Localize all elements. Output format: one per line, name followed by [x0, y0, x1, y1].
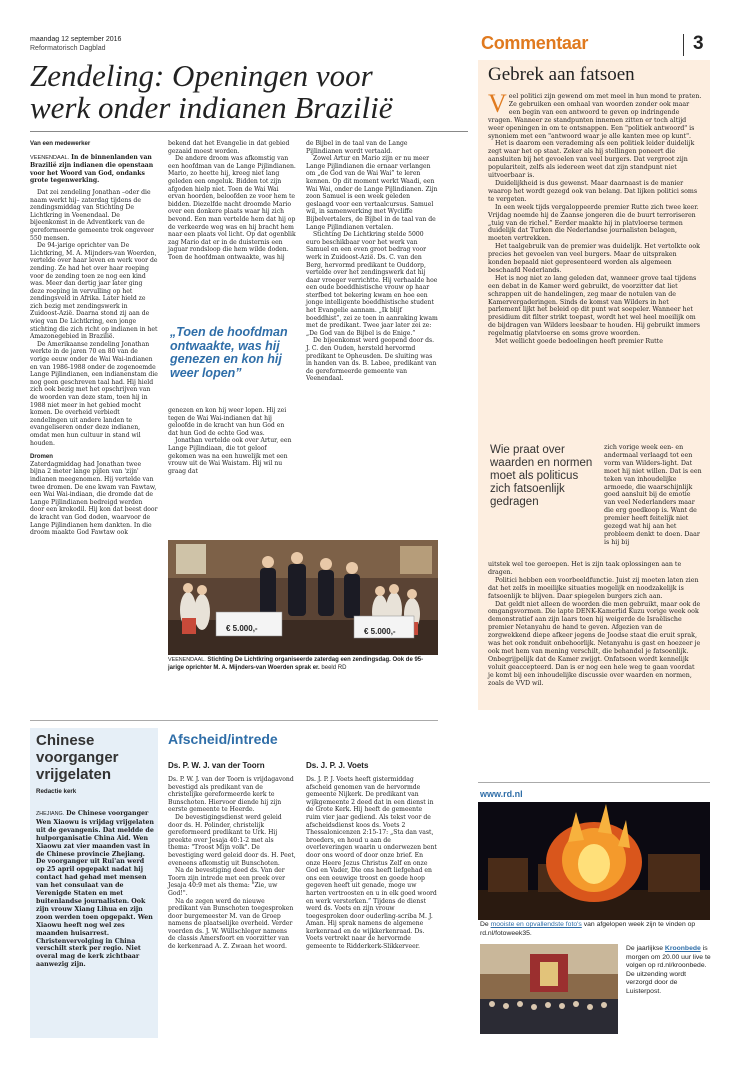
commentary-paragraph: Politici hebben een voorbeeldfunctie. Juist zij moeten laten zien dat het zelfs in moeilijke situaties mogelijk en noodzakelijk is fatsoenlijk te blijven. Daar spiegelen burgers zich aan.: [488, 576, 699, 600]
rdnl-site: www.rd.nl: [480, 789, 523, 799]
article-paragraph: De bijeenkomst werd geopend door ds. J. C. den Ouden, hersteld hervormd predikant te Opheusden. De sluiting was in handen van ds. B. Labee, predikant van de gereformeerde gemeente van Veenendaal.: [306, 337, 437, 383]
article-paragraph: Stichting De Lichtkring stelde 5000 euro beschikbaar voor het werk van Samuel en een even groot bedrag voor werk in Zuidoost-Azië. Ds. C. van den Berg, hervormd predikant te Ouddorp, vertelde over het zendingswerk dat hij daar vroeger verrichtte. Hij verhaalde hoe een oude boeddhistische vrouw op haar sterfbed tot bekering kwam en hoe een jonge intelligente boeddhistische student het Evangelie aannam. „Ik blijf boeddhist”, zei ze toen in aanraking kwam met de predikant. Twee jaar later zei ze: „De God van de Bijbel is de Enige.”: [306, 231, 438, 337]
afscheid-paragraph: Na de bevestiging deed ds. Van der Toorn zijn intrede met een preek over Jesaja 40:9 met als thema: "Zie, uw God!".: [168, 867, 286, 897]
afscheid-right-heading: Ds. J. P. J. Voets: [306, 761, 369, 770]
commentary-paragraph: Het taalgebruik van de premier was duidelijk. Het vertolkte ook precies het gevoelen van veel burgers. Maar de uitspraken konden bepaald niet gepresenteerd worden als algemeen beschaafd Nederlands.: [488, 243, 700, 274]
commentary-paragraph: eel politici zijn gewend om met meel in hun mond te praten. Ze gebruiken een omhaal van woorden zonder ook maar een begin van een antwoord te geven op indringende vragen. Wanneer ze standpunten innemen zitten er toch altijd weer openingen in om te ontsnappen. Een "politiek antwoord" is synoniem met een "antwoord waar je alle kanten mee op kunt".: [488, 93, 702, 140]
article-paragraph: bekend dat het Evangelie in dat gebied gezaaid moest worden.: [168, 140, 290, 155]
kroonbede-pre: De jaarlijkse: [626, 945, 664, 952]
section-title: Commentaar: [481, 33, 589, 53]
cheque-amount-left: € 5.000,-: [226, 624, 258, 633]
kroonbede-photo: [480, 944, 618, 1034]
commentary-paragraph: Dat geldt niet alleen de woorden die men gebruikt, maar ook de omgangsvormen. Die lapte DENK-Kamerlid Kuzu vorige week ook demonstratief aan zijn laars toen hij weigerde de Israëlische premier Netanyahu de hand te geven. Afgezien van de zorgwekkend diepe afkeer jegens de Joodse staat die eruit sprak, was het ook ronduit onbehoorlijk. Netanyahu is gast en hoezeer je ook met hem van mening verschilt, die behandel je fatsoenlijk. Onbegrijpelijk dat de Kamer zwijgt. Onfatsoen wordt kennelijk voluit geaccepteerd. Dan is er nog een hele weg te gaan voordat je komt bij een inhoudelijke discussie over waarden en normen, zoals de VVD wil.: [488, 600, 701, 687]
article-paragraph: Dat zei zendeling Jonathan –oder die naam werkt hij– zaterdag tijdens de zendingsmiddag van Stichting De Lichtkring in Veenendaal. De bijeenkomst in de Adventkerk van de gereformeerde gemeente trok ongeveer 550 mensen.: [30, 188, 154, 242]
fotoweek-link[interactable]: mooiste en opvallendste foto's: [490, 921, 582, 928]
rdnl-photo-caption: [480, 921, 710, 938]
commentary-wrap-text: zich vorige week een- en andermaal verlaagd tot een vorm van Wilders-light. Dat moet hij niet willen. Dat is een teken van inhoudelijke armoede, die waarschijnlijk goed aansluit bij de emotie van veel Nederlanders maar die erg goedkoop is. Want de premier heeft feitelijk niet gezegd wat hij aan het probleem denkt te doen. Daar is hij bij: [604, 444, 702, 546]
commentary-title: Gebrek aan fatsoen: [488, 64, 635, 85]
commentary-dropcap: V: [488, 89, 507, 118]
chinese-text: De Chinese voorganger Wen Xiaowu is vrijdag vrijgelaten uit de gevangenis. Dat meldde de hulporganisatie China Aid. Wen Xiaowu zat vier maanden vast in de Chinese provincie Zhejiang. De voorganger uit Rui'an werd op 25 april opgepakt nadat hij contact had gehad met mensen van het consulaat van de Verenigde Staten en met buitenlandse journalisten. Ook zijn vrouw Xiang Lihua en zijn zoon werden toen opgepakt. Wen Xiaowu heeft nog wel zes maanden huisarrest. Christenvervolging in China verschilt sterk per regio. Niet overal mag de kerk zichtbaar aanwezig zijn.: [36, 810, 154, 969]
article-paragraph: de Bijbel in de taal van de Lange Pijlindianen wordt vertaald.: [306, 140, 408, 155]
afscheid-paragraph: De bevestigingsdienst werd geleid door ds. H. Polinder, christelijk gereformeerd predikant te Urk. Hij preekte over Jesaja 40:1-2 met als thema: "Troost Mijn volk". De bevestiging werd geleid door ds. H. Peet, eveneens afkomstig uit Bunschoten.: [168, 813, 296, 867]
photo-caption: [168, 657, 438, 672]
rdnl-rule: [478, 782, 710, 783]
commentary-paragraph: Met wellicht goede bedoelingen heeft premier Rutte: [495, 338, 663, 346]
commentary-body-after: [488, 561, 702, 688]
kroonbede-link[interactable]: Kroonbede: [664, 945, 701, 952]
article-paragraph: Zaterdagmiddag had Jonathan twee bijna 2 meter lange pijlen van 'zijn' indianen meegenomen. Hij vertelde van twee dromen. De ene kwam van Fawtaw, een Wai Wai-indiaan, die dromde dat de Lange Pijlindianen bedreigd werden door een krokodil. Hij kon dat beest door de kracht van God doden, waarvoor de Lange Pijlindianen hem dankten. In die droom maakte God Fawtaw ook: [30, 460, 158, 537]
afscheid-paragraph: Ds. J. P. J. Voets heeft gistermiddag afscheid genomen van de hervormde gemeente Nijkerk. De predikant van wijkgemeente 2 deed dat in een dienst in de Grote Kerk. Hij heeft de gemeente ruim vier jaar gediend. Als tekst voor de afscheidsdienst koos ds. Voets 2 Thessalonicenzen 2:15-17: „Sta dan vast, broeders, en houd u aan de overleveringen waarin u onderwezen bent door ons woord of door onze brief. En onze Heere Jezus Christus Zelf en onze God en Vader, Die ons heeft liefgehad en ons een eeuwige troost en goede hoop gegeven heeft uit genade, moge uw harten vertroosten en u in elk goed woord en werk versterken.” Tijdens de dienst werd ds. Voets en zijn vrouw toegesproken door ouderling-scriba M. J. Aman. Hij sprak namens de algemene kerkenraad en de wijkkerkenraad. Ds. Voets vertrekt naar de hervormde gemeente te Ridderkerk-Slikkerveer.: [306, 776, 437, 951]
article-paragraph: Zowel Artur en Mario zijn er nu meer Lange Pijlindianen die ernaar verlangen om „de God van de Wai Wai” te leren kennen. Op dit moment werkt Waadi, een Wai Wai, onder de Lange Pijlindianen. Zijn zoon Samuel is een week geleden geslaagd voor een vertaalcursus. Samuel wil, in samenwerking met Wycliffe Bijbelvertalers, de Bijbel in de taal van de Lange Pijlindianen vertalen.: [306, 155, 438, 231]
article-column-1: [30, 140, 158, 537]
chinese-body: [36, 810, 154, 969]
section-separator: [30, 720, 438, 721]
paper-name: Reformatorisch Dagblad: [30, 45, 106, 52]
commentary-paragraph: Het is nog niet zo lang geleden dat, wanneer grove taal tijdens een debat in de Kamer werd gebruikt, de voorzitter dat liet schrappen uit de handelingen, zeg maar de notulen van de Kamervergaderingen. Sinds de komst van Wilders in het parlement lijkt het beleid op dit punt wat soepeler. Wanneer het presidium dit filter strikt toepast, wordt het wel heel moeilijk om de bijdragen van Wilders leesbaar te houden. Hij gebruikt immers regelmatig platvloerse en soms grove woorden.: [488, 274, 700, 338]
photo-caption-text: Stichting De Lichtkring organiseerde zaterdag een zendingsdag. Ook de 95-jarige oprichter M. A. Mijnders-van Woerden sprak er.: [168, 657, 424, 671]
article-subhead: Dromen: [30, 453, 54, 461]
kroonbede-photo-illustration: [480, 944, 618, 1034]
article-paragraph: De 94-jarige oprichter van De Lichtkring, M. A. Mijnders-van Woerden, vertelde over haar leven en werk voor de zending. Ze had het over haar roeping voor de zending toen ze nog een kind was. Meer dan dertig jaar later ging deze roeping in vervulling op het zendingsveld in Afrika. Later hield ze zich bezig met zendingswerk in Zuidoost-Azië. Daarna stond zij aan de wieg van De Lichtkring, een jonge stichting die zich richt op indianen in het Amazonegebied in Brazilië.: [30, 242, 158, 341]
chinese-byline: Redactie kerk: [36, 788, 77, 795]
rdnl-caption-pre: De: [480, 921, 489, 928]
commentary-paragraph: uitstek wel toe geroepen. Het is zijn taak oplossingen aan te dragen.: [488, 561, 682, 576]
article-title-line2: werk onder indianen Brazilië: [30, 90, 393, 125]
afscheid-left-heading: Ds. P. W. J. van der Toorn: [168, 761, 265, 770]
commentary-paragraph: Het is daarom een verademing als een politiek leider duidelijk zegt waar het op staat. Zeker als hij stellingen poneert die aansluiten bij het gevoelen van veel burgers. Dat vergroot zijn populariteit, zelfs als iedereen weet dat zijn standpunt niet uitvoerbaar is.: [488, 140, 695, 180]
commentary-paragraph: In een week tijds vergaloppeerde premier Rutte zich twee keer. Vrijdag noemde hij de Zaanse jongeren die de buurt terroriseren „tuig van de richel.” Eerder maakte hij in platvloerse termen duidelijk dat Turken die Nederlandse journalisten belagen, moeten vertrekken.: [488, 203, 699, 243]
page-number: 3: [693, 33, 704, 54]
fire-photo: [478, 802, 710, 920]
photo-caption-place: VEENENDAAL.: [168, 657, 206, 663]
event-photo-illustration: [168, 540, 438, 655]
article-dateline: VEENENDAAL.: [30, 154, 70, 161]
article-lead-block: [30, 154, 158, 185]
chinese-title: Chinese voorganger vrijgelaten: [36, 732, 119, 783]
afscheid-right-body: [306, 776, 438, 951]
afscheid-paragraph: Na de zegen werd de nieuwe predikant van Bunschoten toegesproken door burgemeester M. van de Groep namens de plaatselijke overheid. Verder voerden ds. J. W. Wüllschleger namens de classis Amersfoort en voorzitter van de kerkenraad A. Z. Zwaan het woord.: [168, 897, 294, 951]
fire-photo-illustration: [478, 802, 710, 920]
commentary-pullquote: Wie praat over waarden en normen moet als politicus zich fatsoenlijk gedragen: [490, 444, 593, 508]
chinese-dateline: ZHEJIANG.: [36, 811, 65, 817]
article-paragraph: De Amerikaanse zendeling Jonathan werkte in de jaren 70 en 80 van de vorige eeuw onder de Wai Wai-indianen en van 1986-1988 onder de zogenoemde Lange Pijlindianen, een indianenstam die nog geen geschreven taal had. Hij hield zich ook bezig met het opschrijven van de woorden van deze stam, toen hij in 1988 niet meer in het gebied mocht komen. De overheid verbiedt zendelingen uit andere landen te evangeliseren onder deze indianen, omdat men hun cultuur in stand wil houden.: [30, 340, 158, 447]
article-paragraph: Jonathan vertelde ook over Artur, een Lange Pijlindiaan, die tot geloof gekomen was na een huwelijk met een vrouw uit de Wai Waistam. Hij wil nu graag dat: [168, 437, 292, 475]
article-column-3: [306, 140, 438, 383]
afscheid-title: Afscheid/intrede: [168, 731, 278, 747]
article-title-line1: Zendeling: Openingen voor: [30, 58, 373, 93]
commentary-body: [488, 89, 702, 346]
event-photo: [168, 540, 438, 655]
commentary-paragraph: Duidelijkheid is dus gewenst. Maar daarnaast is de manier waarop het wordt gezegd ook van belang. Dat lijken politici soms te vergeten.: [488, 179, 698, 203]
kroonbede-text: [626, 945, 712, 997]
issue-date: maandag 12 september 2016: [30, 36, 122, 43]
rdnl-caption-post: van afgelopen week zijn te vinden op rd.nl/fotoweek35.: [480, 921, 696, 937]
cheque-amount-right: € 5.000,-: [364, 627, 396, 636]
article-title: [30, 60, 470, 124]
article-lead: In de binnenlanden van Brazilië zijn indianen die openstaan voor het Woord van God, ondanks grote tegenwerking.: [30, 153, 154, 185]
photo-credit: beeld RD: [321, 664, 347, 671]
article-column-2b: [168, 407, 296, 475]
article-column-2: [168, 140, 296, 262]
header-divider: [683, 34, 684, 56]
article-paragraph: De andere droom was afkomstig van een hoofdman van de Lange Pijlindianen. Mario, zo heette hij, kreeg niet lang geleden een ongeluk. Bidden tot zijn afgoden hielp niet. Toen de Wai Wai ervan hoorden, beloofden ze voor hem te bidden. Diezelfde nacht droomde Mario over een donkere plaats waar hij zich bevond. Een man vertelde hem dat hij op de verkeerde weg was en hij bracht hem naar een plaats vol licht. Op dat ogenblik zag Mario dat er in de duisternis een jaguar rondsloop die hem wilde doden. Toen de hoofdman ontwaakte, was hij: [168, 155, 296, 261]
afscheid-paragraph: Ds. P. W. J. van der Toorn is vrijdagavond bevestigd als predikant van de christelijke gereformeerde kerk te Bunschoten. Hiervoor diende hij zijn eerste gemeente te Heerde.: [168, 776, 294, 814]
title-rule: [30, 131, 468, 132]
kroonbede-post: is morgen om 20.00 uur live te volgen op rd.nl/kroonbede. De uitzending wordt verzorgd door de Luisterpost.: [626, 945, 711, 995]
afscheid-left-body: [168, 776, 296, 951]
article-byline: Van een medewerker: [30, 140, 91, 147]
article-pullquote: „Toen de hoofdman ontwaakte, was hij genezen en kon hij weer lopen”: [170, 325, 288, 380]
article-paragraph: genezen en kon hij weer lopen. Hij zei tegen de Wai Wai-indianen dat hij geloofde in de kracht van hun God en dat hun God de echte God was.: [168, 407, 287, 437]
